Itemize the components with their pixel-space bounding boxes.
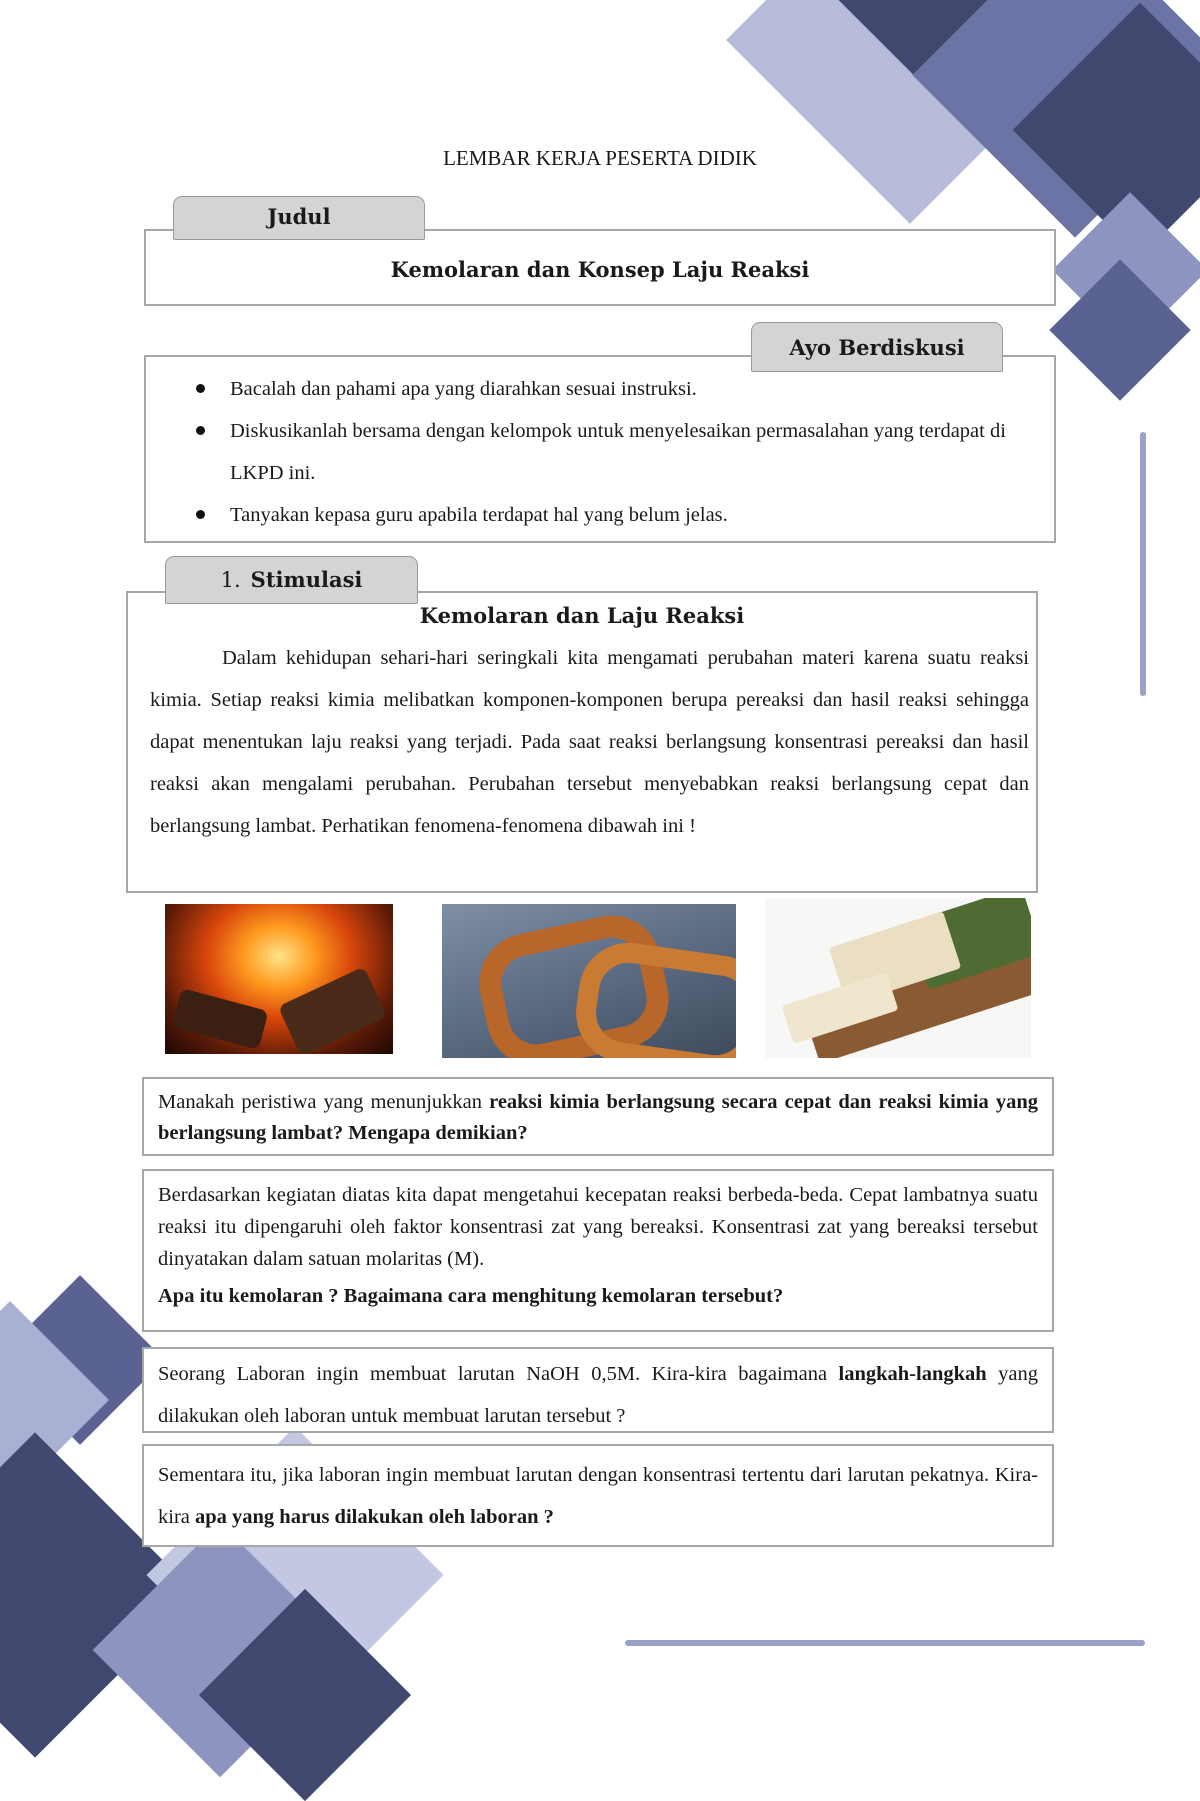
question-2-text: Berdasarkan kegiatan diatas kita dapat mengetahui kecepatan reaksi berbeda-beda. Cepat lambatnya suatu reaksi itu dipengaruhi oleh faktor konsentrasi zat yang bereaksi. Konsentrasi zat yang bereaksi tersebut dinyatakan dalam satuan molaritas (M). [158, 1184, 1038, 1270]
question-box-4 [142, 1444, 1054, 1547]
decor-right-bar [1140, 432, 1146, 696]
stimulasi-label: Stimulasi [250, 567, 363, 592]
tempeh-image [765, 898, 1031, 1058]
judul-box [144, 229, 1056, 306]
bullet-icon [196, 510, 205, 519]
lkpd-topic-title: Kemolaran dan Konsep Laju Reaksi [390, 257, 810, 282]
question-3-text: Seorang Laboran ingin membuat larutan NaOH 0,5M. Kira-kira bagaimana langkah-langkah yang dilakukan oleh laboran untuk membuat larutan tersebut ? [158, 1363, 1038, 1427]
question-box-3 [142, 1347, 1054, 1433]
question-2-question: Apa itu kemolaran ? Bagaimana cara menghitung kemolaran tersebut? [158, 1285, 784, 1307]
log-shape [171, 988, 268, 1050]
tab-judul: Judul [173, 196, 425, 240]
tab-ayo-berdiskusi: Ayo Berdiskusi [751, 322, 1003, 372]
stimulasi-paragraph: Dalam kehidupan sehari-hari seringkali kita mengamati perubahan materi karena suatu reaksi kimia. Setiap reaksi kimia melibatkan komponen-komponen berupa pereaksi dan hasil reaksi sehingga dapat menentukan laju reaksi yang terjadi. Pada saat reaksi berlangsung konsentrasi pereaksi dan hasil reaksi akan mengalami perubahan. Perubahan tersebut menyebabkan reaksi berlangsung cepat dan berlangsung lambat. Perhatikan fenomena-fenomena dibawah ini ! [150, 647, 1029, 837]
chain-link [570, 936, 736, 1058]
bullet-icon [196, 384, 205, 393]
bullet-icon [196, 426, 205, 435]
question-4-text: Sementara itu, jika laboran ingin membuat larutan dengan konsentrasi tertentu dari larutan pekatnya. Kira-kira apa yang harus dilakukan oleh laboran ? [158, 1464, 1038, 1528]
fire-image [165, 904, 393, 1054]
question-1-text: Manakah peristiwa yang menunjukkan reaksi kimia berlangsung secara cepat dan reaksi kimia yang berlangsung lambat? Mengapa demikian? [158, 1091, 1039, 1144]
log-shape [278, 967, 387, 1054]
instruction-item: Tanyakan kepasa guru apabila terdapat hal yang belum jelas. [146, 494, 1054, 536]
stimulasi-box [126, 591, 1038, 893]
instruction-item: Bacalah dan pahami apa yang diarahkan sesuai instruksi. [146, 368, 1054, 410]
rusty-chain-image [442, 904, 736, 1058]
document-title: LEMBAR KERJA PESERTA DIDIK [443, 146, 757, 170]
instructions-box [144, 355, 1056, 543]
tab-stimulasi [165, 556, 418, 604]
stimulasi-heading: Kemolaran dan Laju Reaksi [419, 603, 745, 628]
question-box-2 [142, 1169, 1054, 1332]
instruction-item: Diskusikanlah bersama dengan kelompok untuk menyelesaikan permasalahan yang terdapat di LKPD ini. [146, 410, 1054, 494]
decor-bottom-bar [625, 1640, 1145, 1646]
stimulasi-number: 1. [220, 568, 241, 592]
question-box-1 [142, 1077, 1054, 1156]
instruction-list [146, 368, 1054, 536]
